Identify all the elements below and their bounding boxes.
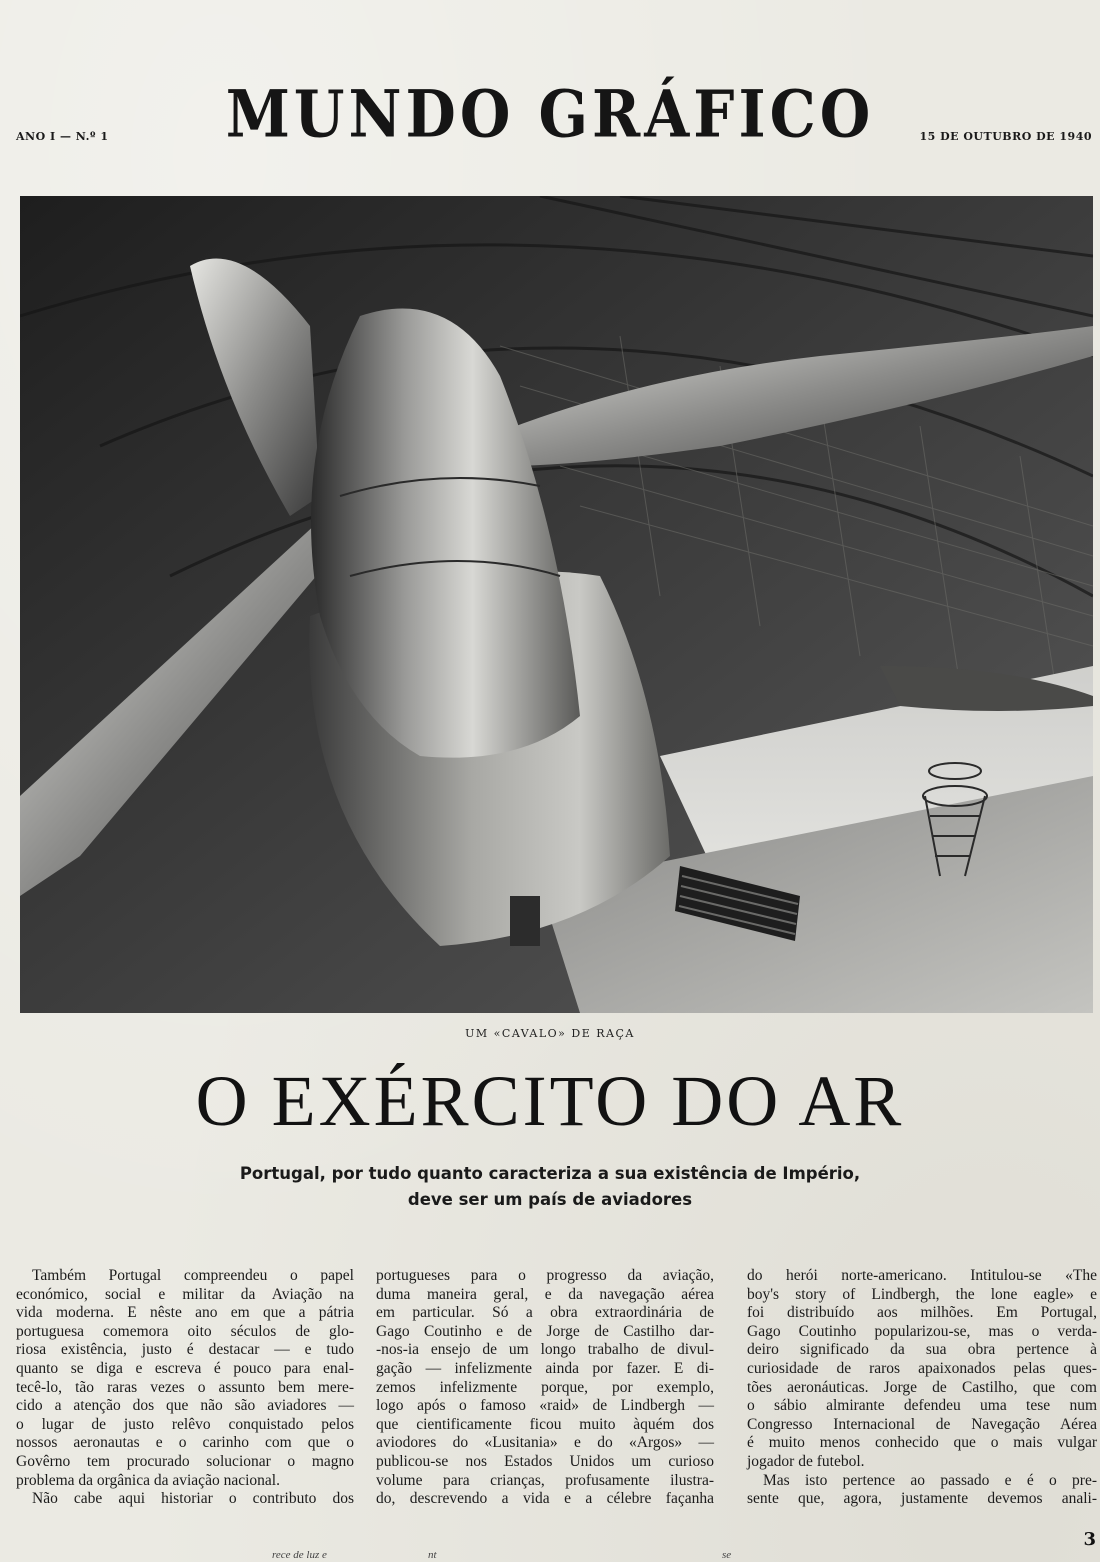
subhead-line: Portugal, por tudo quanto caracteriza a sua existência de Império, — [239, 1164, 861, 1183]
column-line: do herói norte-americano. Intitulou-se «The — [747, 1267, 1097, 1284]
column-line: o sábio almirante defendeu uma tese num — [747, 1397, 1097, 1415]
column-line: o lugar de justo relêvo conquistado pelos — [16, 1415, 354, 1433]
column-line: volume para crianças, profusamente ilustra- — [376, 1471, 714, 1489]
column-line: sente que, agora, justamente devemos anali- — [747, 1490, 1097, 1508]
bleed-through-text: nt — [428, 1549, 437, 1561]
masthead — [0, 75, 1100, 168]
column-line: Mas isto pertence ao passado e é o pre- — [763, 1471, 1097, 1489]
column-line: gação — infelizmente ainda por fazer. E di- — [376, 1359, 714, 1377]
column-line: problema da orgânica da aviação nacional. — [16, 1471, 280, 1489]
page-number: 3 — [1083, 1529, 1096, 1550]
article-column-1 — [16, 1267, 354, 1509]
column-line: tecê-lo, tão raras vezes o assunto bem mere- — [16, 1378, 354, 1396]
column-line: boy's story of Lindbergh, the lone eagle» e — [747, 1285, 1097, 1303]
column-line: quanto se diga e escreva é pouco para enal- — [16, 1359, 354, 1377]
article-subhead — [0, 1161, 1100, 1213]
column-line: que cientificamente ficou muito àquém dos — [376, 1415, 714, 1433]
column-line: do, descrevendo a vida e a célebre façanha — [376, 1490, 714, 1508]
column-line: duma maneira geral, e da navegação aérea — [376, 1285, 714, 1303]
column-line: vida moderna. E nêste ano em que a pátria — [16, 1304, 354, 1322]
bleed-through-text: se — [722, 1549, 732, 1561]
bleed-through-text: rece de luz e — [272, 1549, 327, 1561]
column-line: deiro significado da sua obra pertence à — [747, 1341, 1097, 1359]
column-line: Gago Coutinho e de Jorge de Castilho dar- — [376, 1322, 714, 1340]
column-line: Não cabe aqui historiar o contributo dos — [32, 1490, 354, 1508]
magazine-title: MUNDO GRÁFICO — [225, 75, 875, 153]
column-line: cido a atenção dos que não são aviadores — — [16, 1397, 354, 1415]
photo-caption: UM «CAVALO» DE RAÇA — [465, 1027, 635, 1040]
issue-number: ANO I — N.º 1 — [16, 130, 109, 143]
column-line: tões aeronáuticas. Jorge de Castilho, que com — [747, 1378, 1097, 1396]
issue-date: 15 DE OUTUBRO DE 1940 — [919, 130, 1092, 143]
column-line: Congresso Internacional de Navegação Aérea — [747, 1415, 1097, 1433]
column-line: riosa existência, justo é destacar — e tudo — [16, 1341, 354, 1359]
article-column-2 — [376, 1267, 714, 1509]
column-line: aviodores do «Lusitania» e do «Argos» — — [376, 1434, 714, 1452]
column-line: é muito menos conhecido que o mais vulgar — [747, 1434, 1097, 1452]
article-column-3 — [747, 1267, 1097, 1509]
column-line: foi distribuído aos milhões. Em Portugal, — [747, 1304, 1097, 1322]
article-headline: O EXÉRCITO DO AR — [195, 1061, 905, 1141]
column-line: Gago Coutinho popularizou-se, mas o verda- — [747, 1322, 1097, 1340]
column-line: curiosidade de raros apaixonados pelas ques- — [747, 1359, 1097, 1377]
column-line: em particular. Só a obra extraordinária de — [376, 1304, 714, 1322]
column-line: portuguesa comemora oito séculos de glo- — [16, 1322, 354, 1340]
column-line: portugueses para o progresso da aviação, — [376, 1267, 714, 1284]
column-line: -nos-ia ensejo de um longo trabalho de divul- — [376, 1341, 714, 1359]
column-line: Govêrno tem procurado solucionar o magno — [16, 1452, 354, 1470]
subhead-line: deve ser um país de aviadores — [407, 1190, 693, 1209]
airplane-propeller-illustration — [20, 196, 1093, 1013]
cover-photo — [20, 196, 1093, 1013]
column-line: económico, social e militar da Aviação na — [16, 1285, 354, 1303]
column-line: jogador de futebol. — [747, 1452, 865, 1470]
column-line: publicou-se nos Estados Unidos um curioso — [376, 1452, 714, 1470]
column-line: zemos infelizmente porque, por exemplo, — [376, 1378, 714, 1396]
column-line: nossos aeronautas e o carinho com que o — [16, 1434, 354, 1452]
column-line: logo após o famoso «raid» de Lindbergh — — [376, 1397, 714, 1415]
column-line: Também Portugal compreendeu o papel — [32, 1267, 354, 1284]
